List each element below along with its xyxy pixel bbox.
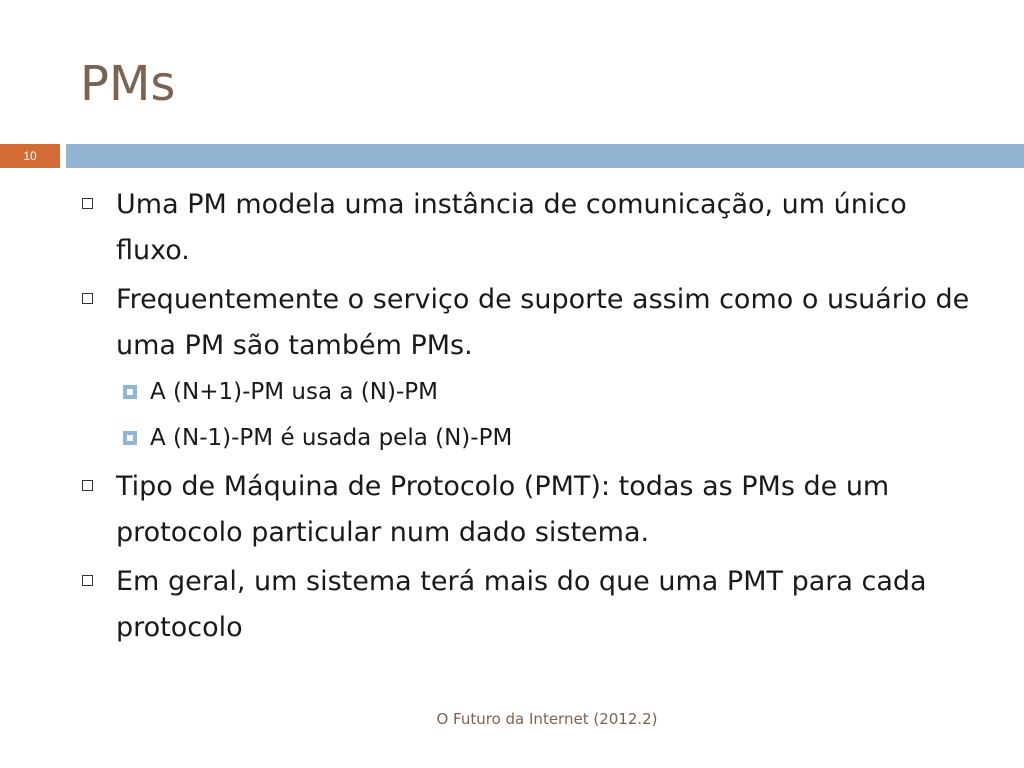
slide-footer: O Futuro da Internet (2012.2) [436,710,658,728]
filled-square-bullet-icon [123,385,137,399]
bullet-item [80,182,980,274]
slide-title: PMs [80,56,176,112]
bullet-item [80,277,980,369]
hollow-square-bullet-icon [82,575,93,586]
bullet-text: Frequentemente o serviço de suporte assim como o usuário de uma PM são também PMs. [116,284,970,361]
sub-bullet-text: A (N+1)-PM usa a (N)-PM [150,379,438,405]
sub-bullet-item [80,372,980,412]
title-divider [0,144,1024,168]
hollow-square-bullet-icon [82,198,93,209]
hollow-square-bullet-icon [82,293,93,304]
filled-square-bullet-icon [123,431,137,445]
hollow-square-bullet-icon [82,480,93,491]
sub-bullet-text: A (N-1)-PM é usada pela (N)-PM [150,425,513,451]
slide-content [80,182,980,654]
bullet-text: Uma PM modela uma instância de comunicação, um único fluxo. [116,189,907,266]
sub-bullet-item [80,418,980,458]
slide-number: 10 [0,144,60,168]
bullet-text: Em geral, um sistema terá mais do que uma PMT para cada protocolo [116,566,927,643]
bullet-item [80,464,980,556]
bullet-text: Tipo de Máquina de Protocolo (PMT): todas as PMs de um protocolo particular num dado sistema. [116,471,890,548]
bullet-item [80,559,980,651]
divider-bar [66,144,1024,168]
